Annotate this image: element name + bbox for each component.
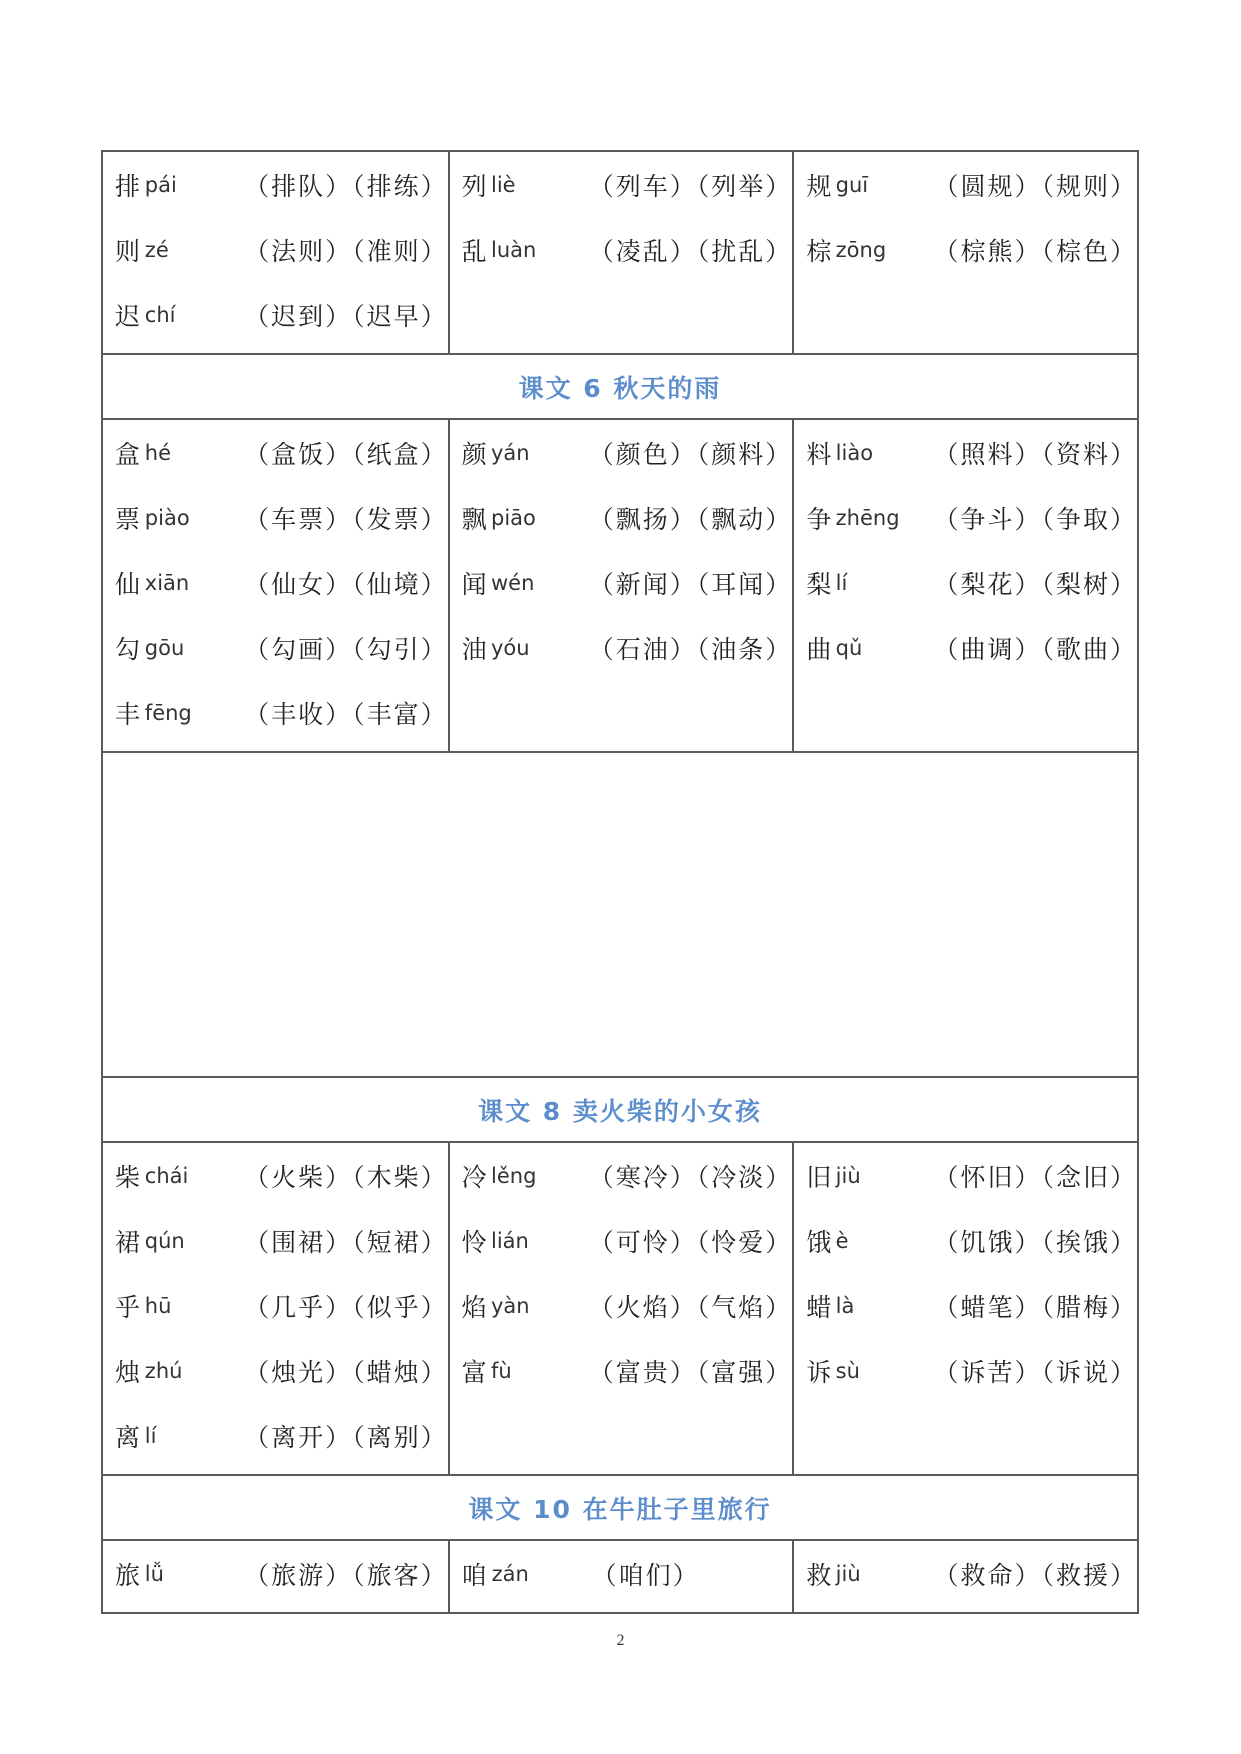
character: 裙 <box>115 1227 141 1257</box>
blank-row <box>101 753 1139 1078</box>
word-entry <box>806 615 1137 680</box>
word-examples: （几乎）（似乎） <box>244 1292 448 1322</box>
pinyin: jiù <box>835 1163 861 1188</box>
word-grid-row <box>101 150 1139 355</box>
lesson-heading <box>519 369 722 405</box>
word-examples: （梨花）（梨树） <box>933 569 1137 599</box>
pinyin: qún <box>144 1228 185 1253</box>
word-examples: （飘扬）（飘动） <box>588 504 793 534</box>
word-examples: （圆规）（规则） <box>933 171 1137 201</box>
character: 乎 <box>115 1292 141 1322</box>
word-entry <box>806 217 1137 282</box>
word-entry <box>462 420 793 485</box>
pinyin: lí <box>144 1423 157 1448</box>
word-examples: （盒饭）（纸盒） <box>244 439 448 469</box>
character: 曲 <box>806 634 832 664</box>
word-entry <box>806 1273 1137 1338</box>
lesson-heading-row <box>101 1078 1139 1143</box>
character: 料 <box>806 439 832 469</box>
word-examples: （新闻）（耳闻） <box>588 569 793 599</box>
word-entry <box>115 1338 448 1403</box>
character: 规 <box>806 171 832 201</box>
pinyin: wén <box>491 570 535 595</box>
pinyin: liào <box>835 440 874 465</box>
word-entry <box>115 1273 448 1338</box>
character: 则 <box>115 236 141 266</box>
word-examples: （仙女）（仙境） <box>244 569 448 599</box>
pinyin: sù <box>835 1358 860 1383</box>
character: 排 <box>115 171 141 201</box>
character: 咱 <box>461 1560 487 1590</box>
pinyin: yóu <box>491 635 530 660</box>
heading-number: 10 <box>533 1494 572 1524</box>
pinyin: è <box>835 1228 849 1253</box>
pinyin: là <box>835 1293 855 1318</box>
word-examples: （怀旧）（念旧） <box>933 1162 1137 1192</box>
character: 饿 <box>806 1227 832 1257</box>
character: 乱 <box>461 236 487 266</box>
word-entry <box>462 1541 793 1606</box>
word-examples: （车票）（发票） <box>244 504 448 534</box>
word-entry <box>806 485 1137 550</box>
pinyin: hū <box>144 1293 172 1318</box>
vocabulary-table <box>101 150 1139 1614</box>
heading-number: 8 <box>542 1096 563 1126</box>
pinyin: jiù <box>835 1561 861 1586</box>
word-entry <box>462 1208 793 1273</box>
word-entry <box>115 615 448 680</box>
word-column <box>448 420 793 751</box>
word-entry <box>462 217 793 282</box>
word-entry <box>115 217 448 282</box>
word-entry <box>115 1403 448 1468</box>
character: 勾 <box>115 634 141 664</box>
word-entry <box>115 1541 448 1606</box>
word-examples: （可怜）（怜爱） <box>588 1227 793 1257</box>
word-column <box>792 152 1137 353</box>
word-entry <box>115 485 448 550</box>
word-examples: （棕熊）（棕色） <box>933 236 1137 266</box>
character: 烛 <box>115 1357 141 1387</box>
lesson-heading-row <box>101 1476 1139 1541</box>
word-entry <box>806 420 1137 485</box>
heading-title: 秋天的雨 <box>613 373 722 403</box>
word-examples: （列车）（列举） <box>588 171 793 201</box>
word-examples: （石油）（油条） <box>588 634 793 664</box>
word-entry <box>115 550 448 615</box>
character: 旧 <box>806 1162 832 1192</box>
character: 盒 <box>115 439 141 469</box>
word-entry <box>462 615 793 680</box>
word-examples: （凌乱）（扰乱） <box>588 236 793 266</box>
pinyin: chí <box>144 302 176 327</box>
pinyin: yàn <box>491 1293 530 1318</box>
heading-number: 6 <box>583 373 603 403</box>
word-entry <box>115 1143 448 1208</box>
word-grid-row <box>101 1143 1139 1476</box>
word-examples: （排队）（排练） <box>244 171 448 201</box>
pinyin: fù <box>491 1358 512 1383</box>
character: 焰 <box>461 1292 487 1322</box>
word-entry <box>462 1143 793 1208</box>
word-examples: （诉苦）（诉说） <box>933 1357 1137 1387</box>
pinyin: zhú <box>144 1358 183 1383</box>
character: 丰 <box>115 699 141 729</box>
pinyin: piào <box>144 505 190 530</box>
lesson-heading <box>478 1092 762 1128</box>
pinyin: zhēng <box>835 505 900 530</box>
word-column <box>448 1541 793 1612</box>
heading-title: 卖火柴的小女孩 <box>572 1096 762 1126</box>
character: 柴 <box>115 1162 141 1192</box>
word-column <box>103 420 448 751</box>
pinyin: zé <box>144 237 169 262</box>
word-entry <box>806 1143 1137 1208</box>
lesson-heading-row <box>101 355 1139 420</box>
word-examples: （照料）（资料） <box>933 439 1137 469</box>
word-entry <box>806 1338 1137 1403</box>
word-examples: （火焰）（气焰） <box>588 1292 793 1322</box>
page-number: 2 <box>616 1632 625 1649</box>
word-entry <box>806 1541 1137 1606</box>
word-column <box>792 420 1137 751</box>
character: 争 <box>806 504 832 534</box>
word-examples: （颜色）（颜料） <box>588 439 793 469</box>
character: 仙 <box>115 569 141 599</box>
pinyin: lí <box>835 570 848 595</box>
pinyin: guī <box>835 172 869 197</box>
pinyin: piāo <box>491 505 536 530</box>
pinyin: liè <box>491 172 516 197</box>
word-entry <box>462 1338 793 1403</box>
character: 迟 <box>115 301 141 331</box>
word-examples: （烛光）（蜡烛） <box>244 1357 448 1387</box>
pinyin: zōng <box>835 237 887 262</box>
heading-label: 课文 <box>468 1494 523 1524</box>
character: 离 <box>115 1422 141 1452</box>
heading-label: 课文 <box>478 1096 533 1126</box>
word-examples: （曲调）（歌曲） <box>933 634 1137 664</box>
word-examples: （离开）（离别） <box>244 1422 448 1452</box>
word-column <box>448 1143 793 1474</box>
word-examples: （争斗）（争取） <box>933 504 1137 534</box>
pinyin: qǔ <box>835 635 863 660</box>
word-entry <box>462 550 793 615</box>
word-column <box>103 152 448 353</box>
word-examples: （旅游）（旅客） <box>244 1560 448 1590</box>
word-examples: （法则）（准则） <box>244 236 448 266</box>
character: 蜡 <box>806 1292 832 1322</box>
word-examples: （饥饿）（挨饿） <box>933 1227 1137 1257</box>
character: 旅 <box>115 1560 141 1590</box>
heading-label: 课文 <box>518 373 573 403</box>
character: 梨 <box>806 569 832 599</box>
character: 票 <box>115 504 141 534</box>
word-column <box>448 152 793 353</box>
word-entry <box>115 1208 448 1273</box>
character: 棕 <box>806 236 832 266</box>
word-column <box>792 1541 1137 1612</box>
word-column <box>103 1143 448 1474</box>
word-entry <box>806 152 1137 217</box>
word-entry <box>462 152 793 217</box>
word-examples: （救命）（救援） <box>933 1560 1137 1590</box>
word-examples: （丰收）（丰富） <box>244 699 448 729</box>
pinyin: luàn <box>491 237 537 262</box>
heading-title: 在牛肚子里旅行 <box>582 1494 772 1524</box>
pinyin: lián <box>491 1228 529 1253</box>
word-column <box>792 1143 1137 1474</box>
pinyin: gōu <box>144 635 185 660</box>
word-examples: （寒冷）（冷淡） <box>588 1162 793 1192</box>
character: 富 <box>461 1357 487 1387</box>
character: 颜 <box>461 439 487 469</box>
word-grid-row <box>101 420 1139 753</box>
pinyin: lěng <box>491 1163 537 1188</box>
word-examples: （火柴）（木柴） <box>244 1162 448 1192</box>
word-examples: （富贵）（富强） <box>588 1357 793 1387</box>
character: 列 <box>461 171 487 201</box>
character: 救 <box>806 1560 832 1590</box>
pinyin: yán <box>491 440 530 465</box>
pinyin: xiān <box>144 570 190 595</box>
word-entry <box>115 152 448 217</box>
pinyin: chái <box>144 1163 189 1188</box>
word-entry <box>115 680 448 745</box>
word-entry <box>115 420 448 485</box>
character: 诉 <box>806 1357 832 1387</box>
word-examples: （迟到）（迟早） <box>244 301 448 331</box>
character: 怜 <box>461 1227 487 1257</box>
pinyin: fēng <box>144 700 192 725</box>
word-entry <box>806 1208 1137 1273</box>
pinyin: zán <box>491 1561 529 1586</box>
pinyin: lǚ <box>144 1561 164 1586</box>
word-entry <box>462 485 793 550</box>
lesson-heading <box>468 1490 771 1526</box>
character: 油 <box>461 634 487 664</box>
pinyin: hé <box>144 440 172 465</box>
word-grid-row <box>101 1541 1139 1614</box>
pinyin: pái <box>144 172 177 197</box>
word-entry <box>115 282 448 347</box>
character: 飘 <box>461 504 487 534</box>
word-examples: （咱们） <box>591 1560 700 1590</box>
word-column <box>103 1541 448 1612</box>
word-examples: （围裙）（短裙） <box>244 1227 448 1257</box>
word-examples: （勾画）（勾引） <box>244 634 448 664</box>
character: 冷 <box>461 1162 487 1192</box>
word-entry <box>806 550 1137 615</box>
word-entry <box>462 1273 793 1338</box>
word-examples: （蜡笔）（腊梅） <box>933 1292 1137 1322</box>
character: 闻 <box>461 569 487 599</box>
